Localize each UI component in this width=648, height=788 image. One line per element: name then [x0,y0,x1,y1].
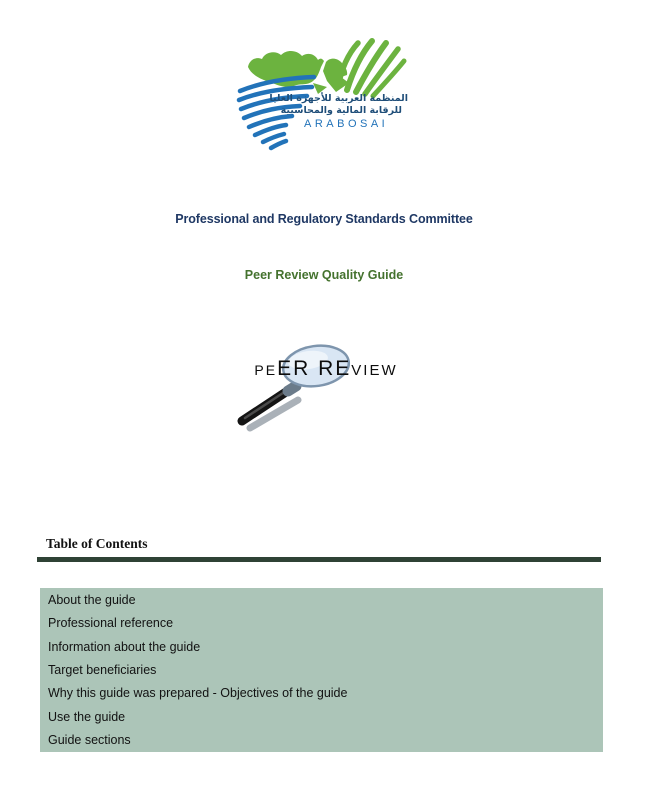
toc-heading: Table of Contents [46,536,148,551]
caption-segment-magnified: ER RE [277,357,352,380]
palm-stripes [338,41,404,96]
toc-item-about: About the guide [48,592,136,607]
toc-list [40,588,603,752]
logo-latin-name: ARABOSAI [304,118,389,130]
logo-arabic-line1: المنظمة العربية للأجهزة العليا [269,93,408,104]
guide-title: Peer Review Quality Guide [244,268,404,282]
toc-item-why-prepared: Why this guide was prepared - Objectives of the guide [48,686,348,701]
toc-item-professional-reference: Professional reference [48,616,174,631]
caption-segment-left: PE [254,362,278,378]
peer-review-caption [226,357,426,381]
toc-divider [37,557,601,562]
toc-item-target-beneficiaries: Target beneficiaries [48,662,157,677]
committee-title: Professional and Regulatory Standards Committee [175,212,473,226]
logo-arabic-line2: للرقابة المالية والمحاسبية [280,105,402,116]
toc-item-use-the-guide: Use the guide [48,709,126,724]
peer-review-figure [226,336,426,436]
magnifier-handle-highlight [245,389,289,418]
toc-item-guide-sections: Guide sections [48,733,131,748]
magnifier-icon [226,336,426,436]
magnifier-ferrule [288,386,296,391]
toc-item-information: Information about the guide [48,639,201,654]
arabosai-logo [234,31,414,161]
arabosai-logo-graphic [234,31,414,161]
caption-segment-right: VIEW [351,362,398,379]
